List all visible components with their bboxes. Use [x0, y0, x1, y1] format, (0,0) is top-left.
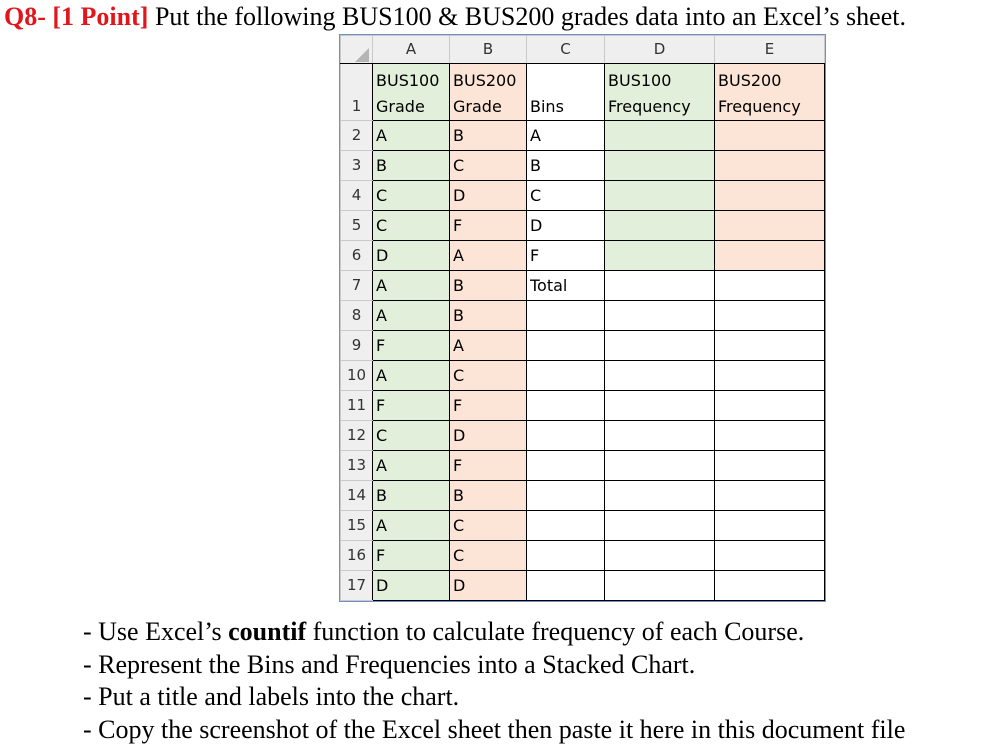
bus200-frequency-cell[interactable]	[715, 451, 825, 481]
bin-cell[interactable]	[527, 331, 605, 361]
bus200-grade-cell[interactable]: B	[450, 121, 527, 151]
bus100-frequency-header[interactable]: BUS100 Frequency	[605, 64, 715, 121]
instruction-chart: - Represent the Bins and Frequencies into a Stacked Chart.	[83, 649, 696, 679]
bus200-grade-header[interactable]: BUS200 Grade	[450, 64, 527, 121]
row-header-14[interactable]: 14	[341, 481, 373, 511]
row-header-5[interactable]: 5	[341, 211, 373, 241]
bin-cell[interactable]	[527, 391, 605, 421]
bin-cell[interactable]	[527, 451, 605, 481]
bus200-grade-cell[interactable]: C	[450, 151, 527, 181]
bin-cell[interactable]: A	[527, 121, 605, 151]
bus100-grade-cell[interactable]: A	[373, 271, 450, 301]
bus200-grade-cell[interactable]: F	[450, 451, 527, 481]
question-heading	[4, 2, 994, 32]
bus200-grade-cell[interactable]: D	[450, 421, 527, 451]
bin-cell[interactable]	[527, 511, 605, 541]
bin-cell[interactable]	[527, 301, 605, 331]
table-row	[341, 121, 825, 151]
bus200-frequency-cell[interactable]	[715, 181, 825, 211]
bus200-frequency-cell[interactable]	[715, 511, 825, 541]
bus100-frequency-cell[interactable]	[605, 451, 715, 481]
bus100-frequency-cell[interactable]	[605, 391, 715, 421]
bus200-grade-cell[interactable]: B	[450, 301, 527, 331]
select-all-corner[interactable]	[341, 36, 373, 64]
bus100-grade-cell[interactable]: D	[373, 241, 450, 271]
bus200-grade-cell[interactable]: F	[450, 391, 527, 421]
column-header-b[interactable]: B	[450, 36, 527, 64]
bus100-grade-cell[interactable]: C	[373, 211, 450, 241]
bus200-frequency-cell[interactable]	[715, 151, 825, 181]
bus100-grade-cell[interactable]: A	[373, 301, 450, 331]
bus100-grade-cell[interactable]: A	[373, 361, 450, 391]
bin-cell[interactable]	[527, 541, 605, 571]
bus200-frequency-header[interactable]: BUS200 Frequency	[715, 64, 825, 121]
bin-cell[interactable]: C	[527, 181, 605, 211]
grade-table	[340, 35, 825, 601]
row-header-2[interactable]: 2	[341, 121, 373, 151]
table-row	[341, 541, 825, 571]
bins-header[interactable]: Bins	[527, 64, 605, 121]
bus100-grade-cell[interactable]: F	[373, 331, 450, 361]
bus100-frequency-cell[interactable]	[605, 271, 715, 301]
table-row	[341, 331, 825, 361]
bus200-frequency-cell[interactable]	[715, 211, 825, 241]
instruction-countif: - Use Excel’s countif function to calculate frequency of each Course.	[83, 617, 805, 646]
bus100-frequency-cell[interactable]	[605, 571, 715, 601]
column-header-d[interactable]: D	[605, 36, 715, 64]
table-row	[341, 241, 825, 271]
bin-cell[interactable]: D	[527, 211, 605, 241]
bus100-grade-cell[interactable]: C	[373, 181, 450, 211]
bus200-frequency-cell[interactable]	[715, 541, 825, 571]
table-row	[341, 451, 825, 481]
bin-cell[interactable]: B	[527, 151, 605, 181]
bus200-frequency-cell[interactable]	[715, 331, 825, 361]
instruction-title: - Put a title and labels into the chart.	[83, 682, 460, 711]
row-header-10[interactable]: 10	[341, 361, 373, 391]
bus100-grade-header[interactable]: BUS100 Grade	[373, 64, 450, 121]
bus200-grade-cell[interactable]: A	[450, 331, 527, 361]
bus200-grade-cell[interactable]: D	[450, 571, 527, 601]
bus100-frequency-cell[interactable]	[605, 511, 715, 541]
table-row	[341, 511, 825, 541]
bin-cell[interactable]	[527, 421, 605, 451]
table-row	[341, 571, 825, 601]
select-all-icon	[355, 48, 369, 62]
bus100-frequency-cell[interactable]	[605, 541, 715, 571]
bus100-grade-cell[interactable]: C	[373, 421, 450, 451]
bus100-frequency-cell[interactable]	[605, 421, 715, 451]
row-header-6[interactable]: 6	[341, 241, 373, 271]
table-row	[341, 421, 825, 451]
instruction-screenshot: - Copy the screenshot of the Excel sheet then paste it here in this document file	[83, 714, 906, 744]
bus200-grade-cell[interactable]: F	[450, 211, 527, 241]
table-row	[341, 151, 825, 181]
row-header-12[interactable]: 12	[341, 421, 373, 451]
bus200-grade-cell[interactable]: B	[450, 271, 527, 301]
bin-cell[interactable]: Total	[527, 271, 605, 301]
bus100-grade-cell[interactable]: B	[373, 151, 450, 181]
table-row	[341, 361, 825, 391]
bin-cell[interactable]	[527, 361, 605, 391]
row-header-3[interactable]: 3	[341, 151, 373, 181]
bus100-grade-cell[interactable]: F	[373, 541, 450, 571]
question-text: Put the following BUS100 & BUS200 grades data into an Excel’s sheet.	[154, 2, 906, 31]
bin-cell[interactable]	[527, 481, 605, 511]
bus100-frequency-cell[interactable]	[605, 481, 715, 511]
column-header-c[interactable]: C	[527, 36, 605, 64]
table-row	[341, 301, 825, 331]
bus200-frequency-cell[interactable]	[715, 361, 825, 391]
bus200-frequency-cell[interactable]	[715, 421, 825, 451]
row-header-7[interactable]: 7	[341, 271, 373, 301]
row-header-17[interactable]: 17	[341, 571, 373, 601]
column-header-e[interactable]: E	[715, 36, 825, 64]
bus100-frequency-cell[interactable]	[605, 181, 715, 211]
question-points: [1 Point]	[52, 2, 149, 31]
table-row	[341, 271, 825, 301]
row-header-11[interactable]: 11	[341, 391, 373, 421]
row-header-13[interactable]: 13	[341, 451, 373, 481]
bus200-grade-cell[interactable]: C	[450, 511, 527, 541]
bus100-grade-cell[interactable]: F	[373, 391, 450, 421]
bus200-frequency-cell[interactable]	[715, 121, 825, 151]
bus100-grade-cell[interactable]: D	[373, 571, 450, 601]
bus200-frequency-cell[interactable]	[715, 481, 825, 511]
bin-cell[interactable]	[527, 571, 605, 601]
bus100-frequency-cell[interactable]	[605, 241, 715, 271]
bus200-frequency-cell[interactable]	[715, 271, 825, 301]
bus200-grade-cell[interactable]: A	[450, 241, 527, 271]
bus100-frequency-cell[interactable]	[605, 331, 715, 361]
row-header-16[interactable]: 16	[341, 541, 373, 571]
bus200-grade-cell[interactable]: B	[450, 481, 527, 511]
bus200-grade-cell[interactable]: C	[450, 361, 527, 391]
table-row	[341, 181, 825, 211]
row-header-9[interactable]: 9	[341, 331, 373, 361]
bus200-frequency-cell[interactable]	[715, 391, 825, 421]
bus100-grade-cell[interactable]: B	[373, 481, 450, 511]
bus200-grade-cell[interactable]: C	[450, 541, 527, 571]
instructions	[83, 616, 988, 746]
row-header-8[interactable]: 8	[341, 301, 373, 331]
column-header-a[interactable]: A	[373, 36, 450, 64]
bus100-frequency-cell[interactable]	[605, 211, 715, 241]
row-header-1[interactable]: 1	[341, 64, 373, 121]
bus100-grade-cell[interactable]: A	[373, 511, 450, 541]
bus200-frequency-cell[interactable]	[715, 301, 825, 331]
table-row	[341, 64, 825, 121]
bus100-frequency-cell[interactable]	[605, 361, 715, 391]
question-number: Q8-	[4, 2, 46, 31]
row-header-15[interactable]: 15	[341, 511, 373, 541]
excel-sheet	[339, 34, 826, 602]
bus100-grade-cell[interactable]: A	[373, 121, 450, 151]
table-row	[341, 211, 825, 241]
bus100-frequency-cell[interactable]	[605, 151, 715, 181]
table-row	[341, 481, 825, 511]
bus200-frequency-cell[interactable]	[715, 241, 825, 271]
row-header-4[interactable]: 4	[341, 181, 373, 211]
bus200-frequency-cell[interactable]	[715, 571, 825, 601]
bus100-frequency-cell[interactable]	[605, 121, 715, 151]
column-header-row	[341, 36, 825, 64]
bus100-grade-cell[interactable]: A	[373, 451, 450, 481]
bus100-frequency-cell[interactable]	[605, 301, 715, 331]
bin-cell[interactable]: F	[527, 241, 605, 271]
table-row	[341, 391, 825, 421]
bus200-grade-cell[interactable]: D	[450, 181, 527, 211]
